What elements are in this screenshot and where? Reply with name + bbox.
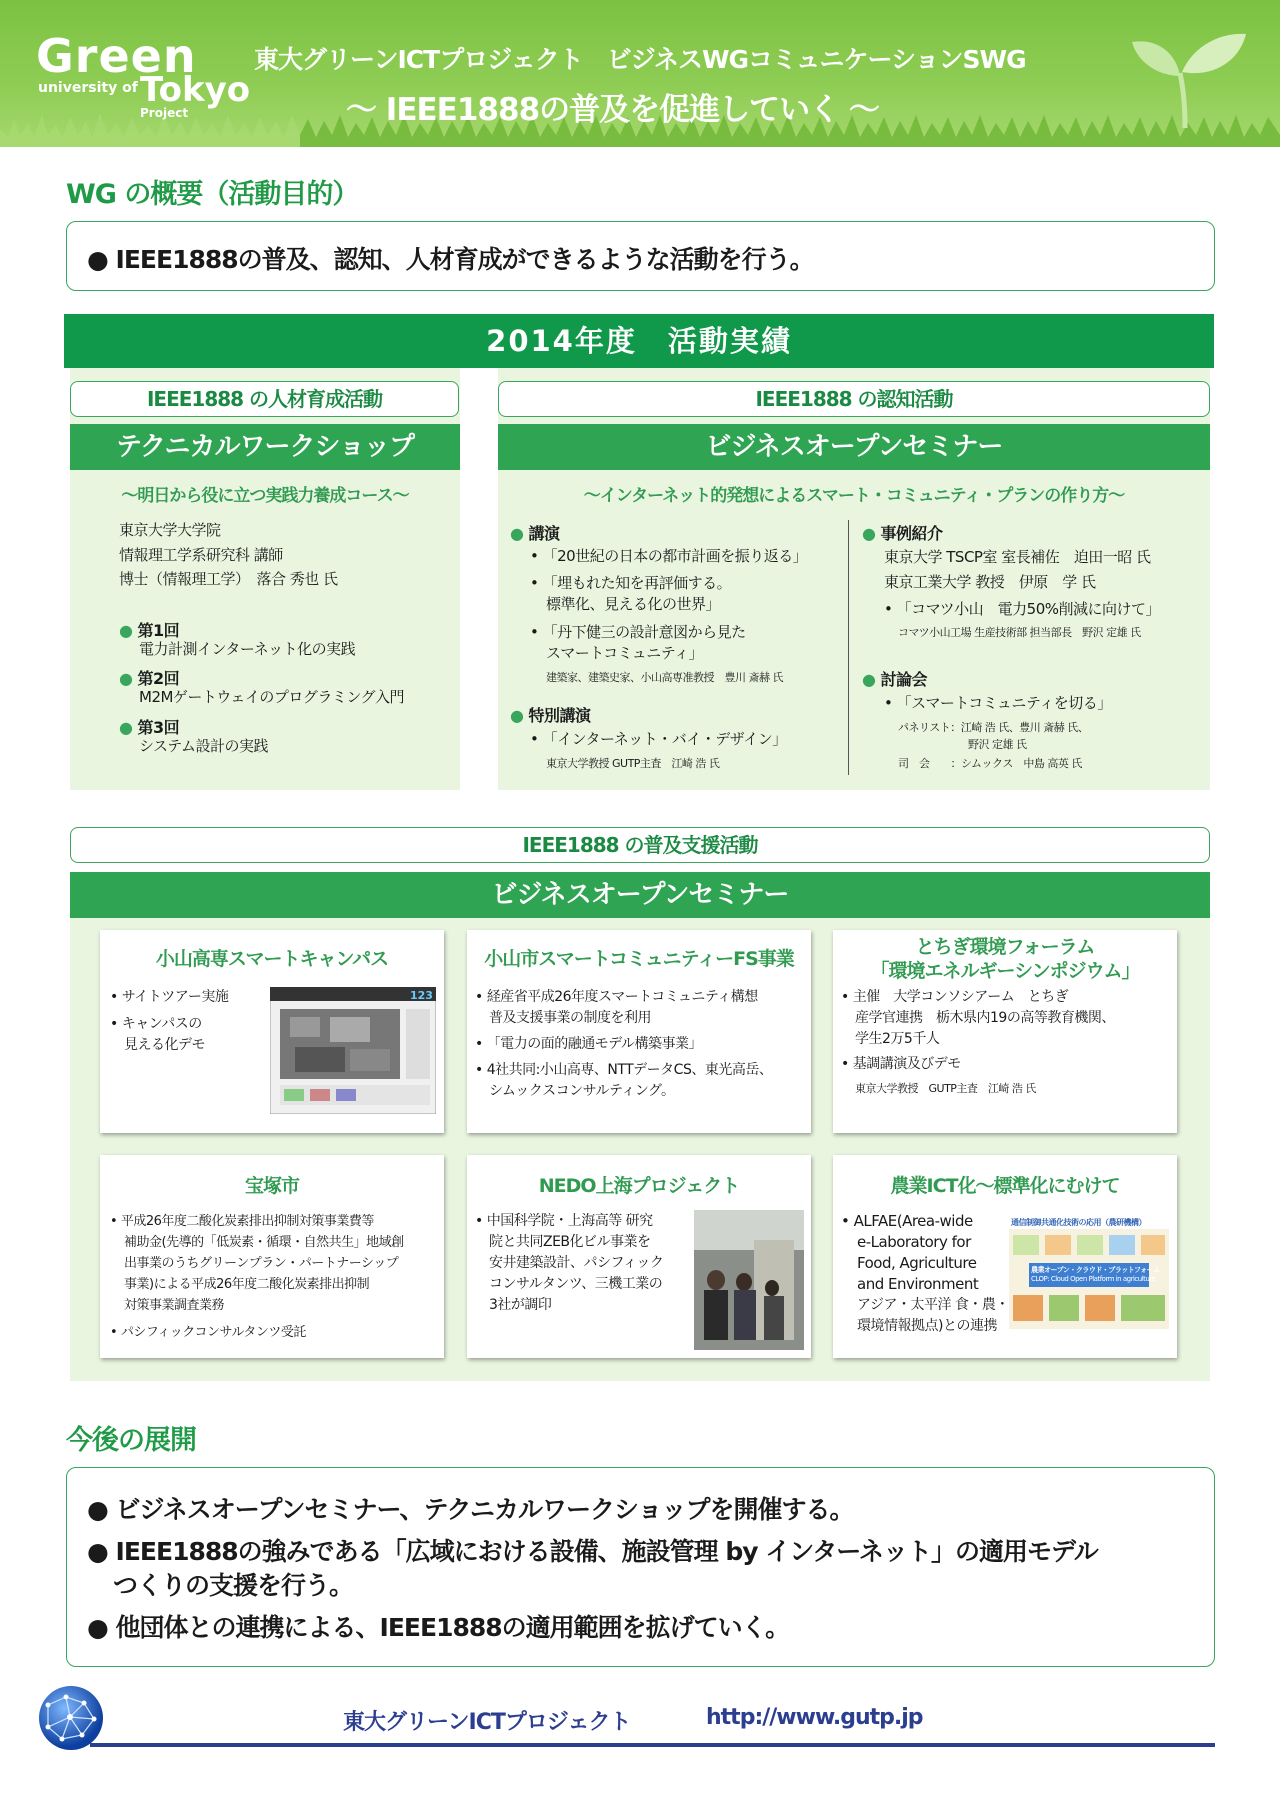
card-item-text: 基調講演及びデモ bbox=[852, 1056, 961, 1072]
card-item: • 「電力の面的融通モデル構築事業」 bbox=[475, 1036, 703, 1052]
card-item-cont: アジア・太平洋 食・農・ bbox=[857, 1297, 1009, 1313]
card-item: • 4社共同:小山高専、NTTデータCS、東光高岳、 bbox=[475, 1062, 773, 1078]
card-title-2: 「環境エネルギーシンポジウム」 bbox=[870, 960, 1140, 982]
fig-label-1: 農業オープン・クラウド・プラットフォーム bbox=[1031, 1266, 1160, 1274]
future-bullet-text: ビジネスオープンセミナー、テクニカルワークショップを開催する。 bbox=[115, 1495, 854, 1524]
card-item-text: ALFAE(Area-wide bbox=[853, 1212, 973, 1230]
card-item: • 経産省平成26年度スマートコミュニティ構想 bbox=[475, 989, 758, 1005]
card-item-cont: 学生2万5千人 bbox=[855, 1031, 940, 1047]
header-title: 東大グリーンICTプロジェクト ビジネスWGコミュニケーションSWG bbox=[254, 45, 1026, 74]
lecture-heading-text: 講演 bbox=[528, 524, 560, 543]
card-item-text: サイトツアー実施 bbox=[121, 989, 229, 1005]
lecture-2-text: 「埋もれた知を再評価する。 bbox=[542, 574, 732, 592]
card-note: 東京大学教授 GUTP主査 江崎 浩 氏 bbox=[855, 1082, 1036, 1095]
case-title: • 「コマツ小山 電力50%削減に向けて」 bbox=[884, 600, 1161, 618]
support-pill: IEEE1888 の普及支援活動 bbox=[70, 827, 1210, 863]
card-agri-ict bbox=[833, 1155, 1177, 1358]
card-title: 小山高専スマートキャンパス bbox=[155, 948, 389, 970]
sprout-icon bbox=[1130, 28, 1250, 128]
overview-heading: WG の概要（活動目的） bbox=[66, 179, 359, 210]
bullet-dot: ● bbox=[510, 524, 524, 543]
card-item-cont: 対策事業調査業務 bbox=[124, 1298, 225, 1313]
card-item-text: パシフィックコンサルタンツ受託 bbox=[120, 1325, 306, 1340]
column-divider bbox=[848, 520, 849, 775]
card-nedo-shanghai bbox=[467, 1155, 811, 1358]
session-2-label-text: 第2回 bbox=[137, 669, 180, 688]
future-bullet-1: ● ビジネスオープンセミナー、テクニカルワークショップを開催する。 bbox=[87, 1495, 854, 1524]
bullet-dot: ● bbox=[119, 621, 133, 640]
future-bullet-2-cont: つくりの支援を行う。 bbox=[113, 1571, 354, 1600]
campus-dashboard-screenshot bbox=[270, 987, 436, 1114]
lecture-speaker: 建築家、建築史家、小山高専准教授 豊川 斎赫 氏 bbox=[546, 671, 783, 684]
fig-title: 通信制御共通化技術の応用（農研機構） bbox=[1011, 1218, 1146, 1227]
card-item-cont: 出事業のうちグリーンプラン・パートナーシップ bbox=[124, 1256, 399, 1271]
session-1-desc: 電力計測インターネット化の実践 bbox=[139, 640, 356, 658]
card-item-text: 平成26年度二酸化炭素排出抑制対策事業費等 bbox=[120, 1214, 374, 1229]
bullet-dot: ● bbox=[119, 718, 133, 737]
card-oyama-kosen bbox=[100, 930, 444, 1133]
panelists: パネリスト：江崎 浩 氏、豊川 斎赫 氏、 bbox=[898, 721, 1089, 734]
card-takarazuka bbox=[100, 1155, 444, 1358]
card-item-text: キャンパスの bbox=[121, 1016, 202, 1032]
card-title: 農業ICT化～標準化にむけて bbox=[890, 1175, 1120, 1197]
case-heading-text: 事例紹介 bbox=[880, 524, 943, 543]
moderator: 司 会 ：シムックス 中島 高英 氏 bbox=[898, 757, 1082, 770]
session-2-desc: M2Mゲートウェイのプログラミング入門 bbox=[139, 688, 405, 706]
lecture-3-cont: スマートコミュニティ」 bbox=[546, 644, 704, 662]
dashboard-counter: 123 bbox=[410, 989, 433, 1002]
bullet-dot: ● bbox=[862, 524, 876, 543]
card-tochigi-forum bbox=[833, 930, 1177, 1133]
session-3-desc: システム設計の実践 bbox=[139, 737, 269, 755]
card-item-text: 主催 大学コンソシアーム とちぎ bbox=[852, 989, 1069, 1005]
awareness-pill: IEEE1888 の認知活動 bbox=[498, 381, 1210, 417]
discussion-title-text: 「スマートコミュニティを切る」 bbox=[896, 694, 1112, 712]
case-speaker-1: 東京大学 TSCP室 室長補佐 迫田一昭 氏 bbox=[884, 548, 1151, 566]
overview-bullet-text: IEEE1888の普及、認知、人材育成ができるような活動を行う。 bbox=[115, 245, 814, 274]
card-item: • 主催 大学コンソシアーム とちぎ bbox=[841, 989, 1069, 1005]
card-item-cont: 3社が調印 bbox=[489, 1297, 552, 1313]
awareness-subtitle: ～インターネット的発想によるスマート・コミュニティ・プランの作り方～ bbox=[583, 486, 1125, 506]
card-item-cont: 産学官連携 栃木県内19の高等教育機関、 bbox=[855, 1010, 1115, 1026]
header-banner bbox=[0, 0, 1280, 147]
results-banner: 2014年度 活動実績 bbox=[64, 314, 1214, 368]
logo-tokyo: Tokyo bbox=[140, 70, 251, 110]
case-speaker-3: コマツ小山工場 生産技術部 担当部長 野沢 定雄 氏 bbox=[898, 626, 1141, 639]
card-item-cont: 事業)による平成26年度二酸化炭素排出抑制 bbox=[124, 1277, 370, 1292]
card-item-cont: 安井建築設計、パシフィック bbox=[489, 1255, 664, 1271]
card-item: • 中国科学院・上海高等 研究 bbox=[475, 1213, 653, 1229]
card-title: 宝塚市 bbox=[244, 1175, 299, 1197]
card-item-cont: シムックスコンサルティング。 bbox=[489, 1083, 675, 1099]
case-title-text: 「コマツ小山 電力50%削減に向けて」 bbox=[896, 600, 1161, 618]
lecture-1-text: 「20世紀の日本の都市計画を振り返る」 bbox=[542, 547, 808, 565]
session-2-label bbox=[119, 666, 179, 689]
special-lecture-title: • 「インターネット・バイ・デザイン」 bbox=[530, 730, 787, 748]
session-3-label-text: 第3回 bbox=[137, 718, 180, 737]
signing-ceremony-photo bbox=[694, 1210, 804, 1350]
special-lecture-title-text: 「インターネット・バイ・デザイン」 bbox=[542, 730, 787, 748]
lecture-3: • 「丹下健三の設計意図から見た bbox=[530, 623, 746, 641]
card-oyama-city bbox=[467, 930, 811, 1133]
special-lecture-heading bbox=[510, 703, 591, 726]
case-heading bbox=[862, 521, 943, 544]
footer-project-name: 東大グリーンICTプロジェクト bbox=[343, 1710, 631, 1735]
lecturer-line-3: 博士（情報理工学） 落合 秀也 氏 bbox=[119, 570, 338, 588]
fig-label-2: CLOP: Cloud Open Platform in agriculture bbox=[1031, 1275, 1156, 1283]
business-seminar-bar: ビジネスオープンセミナー bbox=[498, 424, 1210, 470]
card-item-cont: コンサルタンツ、三機工業の bbox=[489, 1276, 663, 1292]
card-item-text: 中国科学院・上海高等 研究 bbox=[486, 1213, 653, 1229]
panelists-cont: 野沢 定雄 氏 bbox=[968, 738, 1027, 751]
card-title: NEDO上海プロジェクト bbox=[538, 1175, 740, 1197]
card-item-text: 4社共同:小山高専、NTTデータCS、東光高岳、 bbox=[486, 1062, 773, 1078]
card-item: • 平成26年度二酸化炭素排出抑制対策事業費等 bbox=[110, 1214, 374, 1229]
session-3-label bbox=[119, 715, 179, 738]
future-bullet-2: ● IEEE1888の強みである「広域における設備、施設管理 by インターネット」の適用モデル bbox=[87, 1537, 1098, 1566]
lecture-1: • 「20世紀の日本の都市計画を振り返る」 bbox=[530, 547, 808, 565]
case-speaker-2: 東京工業大学 教授 伊原 学 氏 bbox=[884, 573, 1096, 591]
overview-box bbox=[66, 221, 1215, 291]
card-item-cont: 環境情報拠点)との連携 bbox=[857, 1318, 997, 1334]
lecture-2-cont: 標準化、見える化の世界」 bbox=[546, 595, 721, 613]
card-item-cont: 院と共同ZEB化ビル事業を bbox=[489, 1234, 651, 1250]
lecture-2: • 「埋もれた知を再評価する。 bbox=[530, 574, 732, 592]
card-item-text: 経産省平成26年度スマートコミュニティ構想 bbox=[486, 989, 758, 1005]
special-lecture-speaker: 東京大学教授 GUTP主査 江崎 浩 氏 bbox=[546, 757, 720, 770]
training-pill: IEEE1888 の人材育成活動 bbox=[70, 381, 459, 417]
card-item-text: 「電力の面的融通モデル構築事業」 bbox=[486, 1036, 703, 1052]
header-subtitle: ～ IEEE1888の普及を促進していく ～ bbox=[346, 92, 879, 128]
overview-bullet: ● IEEE1888の普及、認知、人材育成ができるような活動を行う。 bbox=[87, 245, 814, 274]
green-tokyo-logo bbox=[36, 29, 251, 120]
card-item-cont: 補助金(先導的「低炭素・循環・自然共生」地域創 bbox=[124, 1235, 404, 1250]
bullet-dot: ● bbox=[862, 670, 876, 689]
card-title-1: とちぎ環境フォーラム bbox=[915, 936, 1095, 958]
future-bullet-text: 他団体との連携による、IEEE1888の適用範囲を拡げていく。 bbox=[115, 1613, 790, 1642]
card-item: • パシフィックコンサルタンツ受託 bbox=[110, 1325, 306, 1340]
card-item-cont: 普及支援事業の制度を利用 bbox=[489, 1010, 651, 1026]
session-1-label bbox=[119, 618, 179, 641]
card-item-cont: Food, Agriculture bbox=[857, 1254, 977, 1272]
footer-url-link[interactable]: http://www.gutp.jp bbox=[706, 1705, 923, 1730]
lecturer-line-2: 情報理工学系研究科 講師 bbox=[119, 546, 283, 564]
lecturer-line-1: 東京大学大学院 bbox=[119, 521, 221, 539]
session-1-label-text: 第1回 bbox=[137, 621, 180, 640]
footer-rule bbox=[90, 1743, 1215, 1747]
card-item: • ALFAE(Area-wide bbox=[841, 1212, 973, 1230]
future-bullet-text: IEEE1888の強みである「広域における設備、施設管理 by インターネット」の適用モデル bbox=[115, 1537, 1098, 1566]
card-item: • キャンパスの bbox=[110, 1016, 202, 1032]
bullet-dot: ● bbox=[119, 669, 133, 688]
logo-university-of: university of bbox=[38, 80, 138, 96]
future-heading: 今後の展開 bbox=[66, 1425, 196, 1456]
card-title: 小山市スマートコミュニティーFS事業 bbox=[484, 948, 794, 970]
training-subtitle: ～明日から役に立つ実践力養成コース～ bbox=[121, 486, 409, 506]
future-box bbox=[66, 1467, 1215, 1667]
lecture-3-text: 「丹下健三の設計意図から見た bbox=[542, 623, 746, 641]
lecture-heading bbox=[510, 521, 560, 544]
card-item-cont: e-Laboratory for bbox=[857, 1233, 971, 1251]
future-bullet-3: ● 他団体との連携による、IEEE1888の適用範囲を拡げていく。 bbox=[87, 1613, 790, 1642]
support-seminar-bar: ビジネスオープンセミナー bbox=[70, 872, 1210, 918]
discussion-heading-text: 討論会 bbox=[880, 670, 928, 689]
discussion-heading bbox=[862, 667, 927, 690]
special-lecture-heading-text: 特別講演 bbox=[528, 706, 591, 725]
discussion-title: • 「スマートコミュニティを切る」 bbox=[884, 694, 1112, 712]
logo-green: Green bbox=[36, 29, 197, 83]
card-item-cont: 見える化デモ bbox=[124, 1037, 205, 1053]
card-item-cont: and Environment bbox=[857, 1275, 979, 1293]
card-item: • サイトツアー実施 bbox=[110, 989, 229, 1005]
logo-project: Project bbox=[140, 106, 189, 120]
card-item: • 基調講演及びデモ bbox=[841, 1056, 961, 1072]
technical-workshop-bar: テクニカルワークショップ bbox=[70, 424, 460, 470]
bullet-dot: ● bbox=[510, 706, 524, 725]
